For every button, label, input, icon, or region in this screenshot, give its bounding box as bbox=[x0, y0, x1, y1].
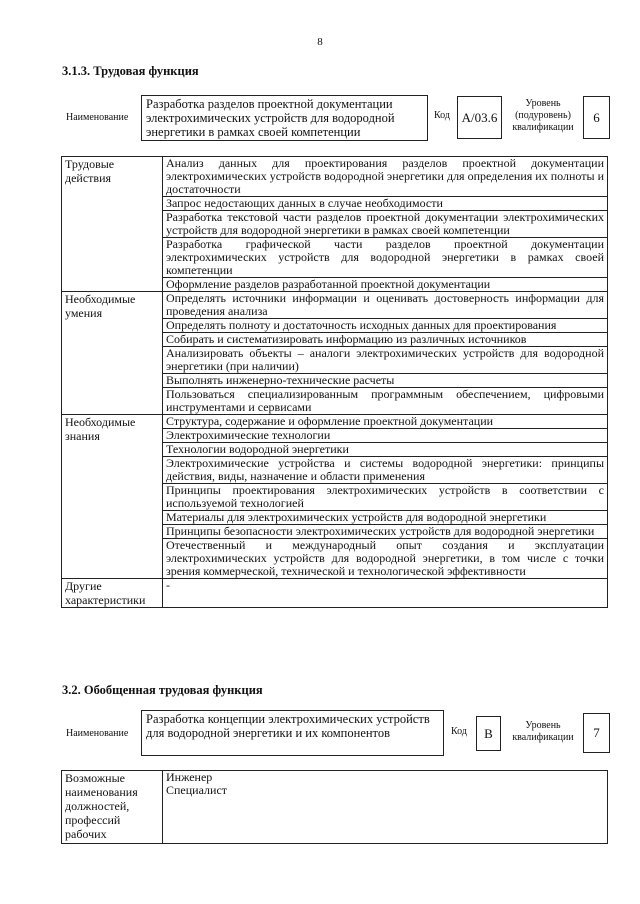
position-item: Специалист bbox=[166, 783, 228, 797]
positions-category: Возможные наименования должностей, профессий рабочих bbox=[62, 771, 163, 844]
positions-list bbox=[163, 771, 608, 844]
item-cell: - bbox=[163, 579, 608, 608]
generalized-function-code: B bbox=[476, 716, 501, 751]
item-cell: Определять полноту и достаточность исходных данных для проектирования bbox=[163, 319, 608, 333]
qualification-level: 6 bbox=[583, 96, 610, 139]
positions-table bbox=[61, 770, 608, 844]
item-cell: Собирать и систематизировать информацию из различных источников bbox=[163, 333, 608, 347]
item-cell: Материалы для электрохимических устройств для водородной энергетики bbox=[163, 511, 608, 525]
section-title-3-2: 3.2. Обобщенная трудовая функция bbox=[62, 683, 263, 697]
level-label: Уровень (подуровень) квалификации bbox=[512, 98, 574, 133]
function-name-box bbox=[141, 95, 428, 141]
category-cell: Другие характеристики bbox=[62, 579, 163, 608]
item-cell: Электрохимические технологии bbox=[163, 429, 608, 443]
item-cell: Структура, содержание и оформление проектной документации bbox=[163, 415, 608, 429]
item-cell: Запрос недостающих данных в случае необходимости bbox=[163, 197, 608, 211]
category-cell: Трудовые действия bbox=[62, 157, 163, 292]
item-cell: Отечественный и международный опыт создания и эксплуатации электрохимических устройств для водородной энергетики, в том числе с точки зрения коммерческой, технической и технологической эффективности bbox=[163, 539, 608, 579]
table-row bbox=[62, 415, 608, 429]
item-cell: Принципы безопасности электрохимических устройств для водородной энергетики bbox=[163, 525, 608, 539]
item-cell: Электрохимические устройства и системы водородной энергетики: принципы действия, виды, назначение и области применения bbox=[163, 457, 608, 484]
function-name: Разработка разделов проектной документации электрохимических устройств для водородной энергетики в рамках своей компетенции bbox=[146, 97, 395, 139]
table-row bbox=[62, 579, 608, 608]
item-cell: Технологии водородной энергетики bbox=[163, 443, 608, 457]
item-cell: Пользоваться специализированным программным обеспечением, цифровыми инструментами и сервисами bbox=[163, 388, 608, 415]
section-title-3-1-3: 3.1.3. Трудовая функция bbox=[62, 64, 199, 78]
item-cell: Определять источники информации и оценивать достоверность информации для проведения анализа bbox=[163, 292, 608, 319]
category-cell: Необходимые умения bbox=[62, 292, 163, 415]
position-item: Инженер bbox=[166, 770, 213, 784]
item-cell: Анализ данных для проектирования разделов проектной документации электрохимических устройств водородной энергетики для определения их полноты и достаточности bbox=[163, 157, 608, 197]
table-row bbox=[62, 157, 608, 197]
page-number: 8 bbox=[317, 36, 323, 48]
item-cell: Разработка текстовой части разделов проектной документации электрохимических устройств для водородной энергетики в рамках своей компетенции bbox=[163, 211, 608, 238]
category-cell: Необходимые знания bbox=[62, 415, 163, 579]
item-cell: Анализировать объекты – аналоги электрохимических устройств для водородной энергетики (при наличии) bbox=[163, 347, 608, 374]
table-row bbox=[62, 292, 608, 319]
generalized-function-name-box bbox=[141, 710, 444, 756]
item-cell: Разработка графической части разделов проектной документации электрохимических устройств для водородной энергетики в рамках своей компетенции bbox=[163, 238, 608, 278]
labor-function-table bbox=[61, 156, 608, 608]
generalized-function-name: Разработка концепции электрохимических устройств для водородной энергетики и их компонентов bbox=[146, 712, 430, 740]
qualification-level: 7 bbox=[583, 713, 610, 753]
function-code: A/03.6 bbox=[457, 96, 502, 139]
level-label: Уровень квалификации bbox=[512, 720, 574, 743]
item-cell: Выполнять инженерно-технические расчеты bbox=[163, 374, 608, 388]
code-label: Код bbox=[434, 110, 450, 121]
name-label: Наименование bbox=[66, 112, 129, 123]
item-cell: Принципы проектирования электрохимических устройств в соответствии с используемой технологией bbox=[163, 484, 608, 511]
item-cell: Оформление разделов разработанной проектной документации bbox=[163, 278, 608, 292]
code-label: Код bbox=[451, 726, 467, 737]
name-label: Наименование bbox=[66, 728, 129, 739]
